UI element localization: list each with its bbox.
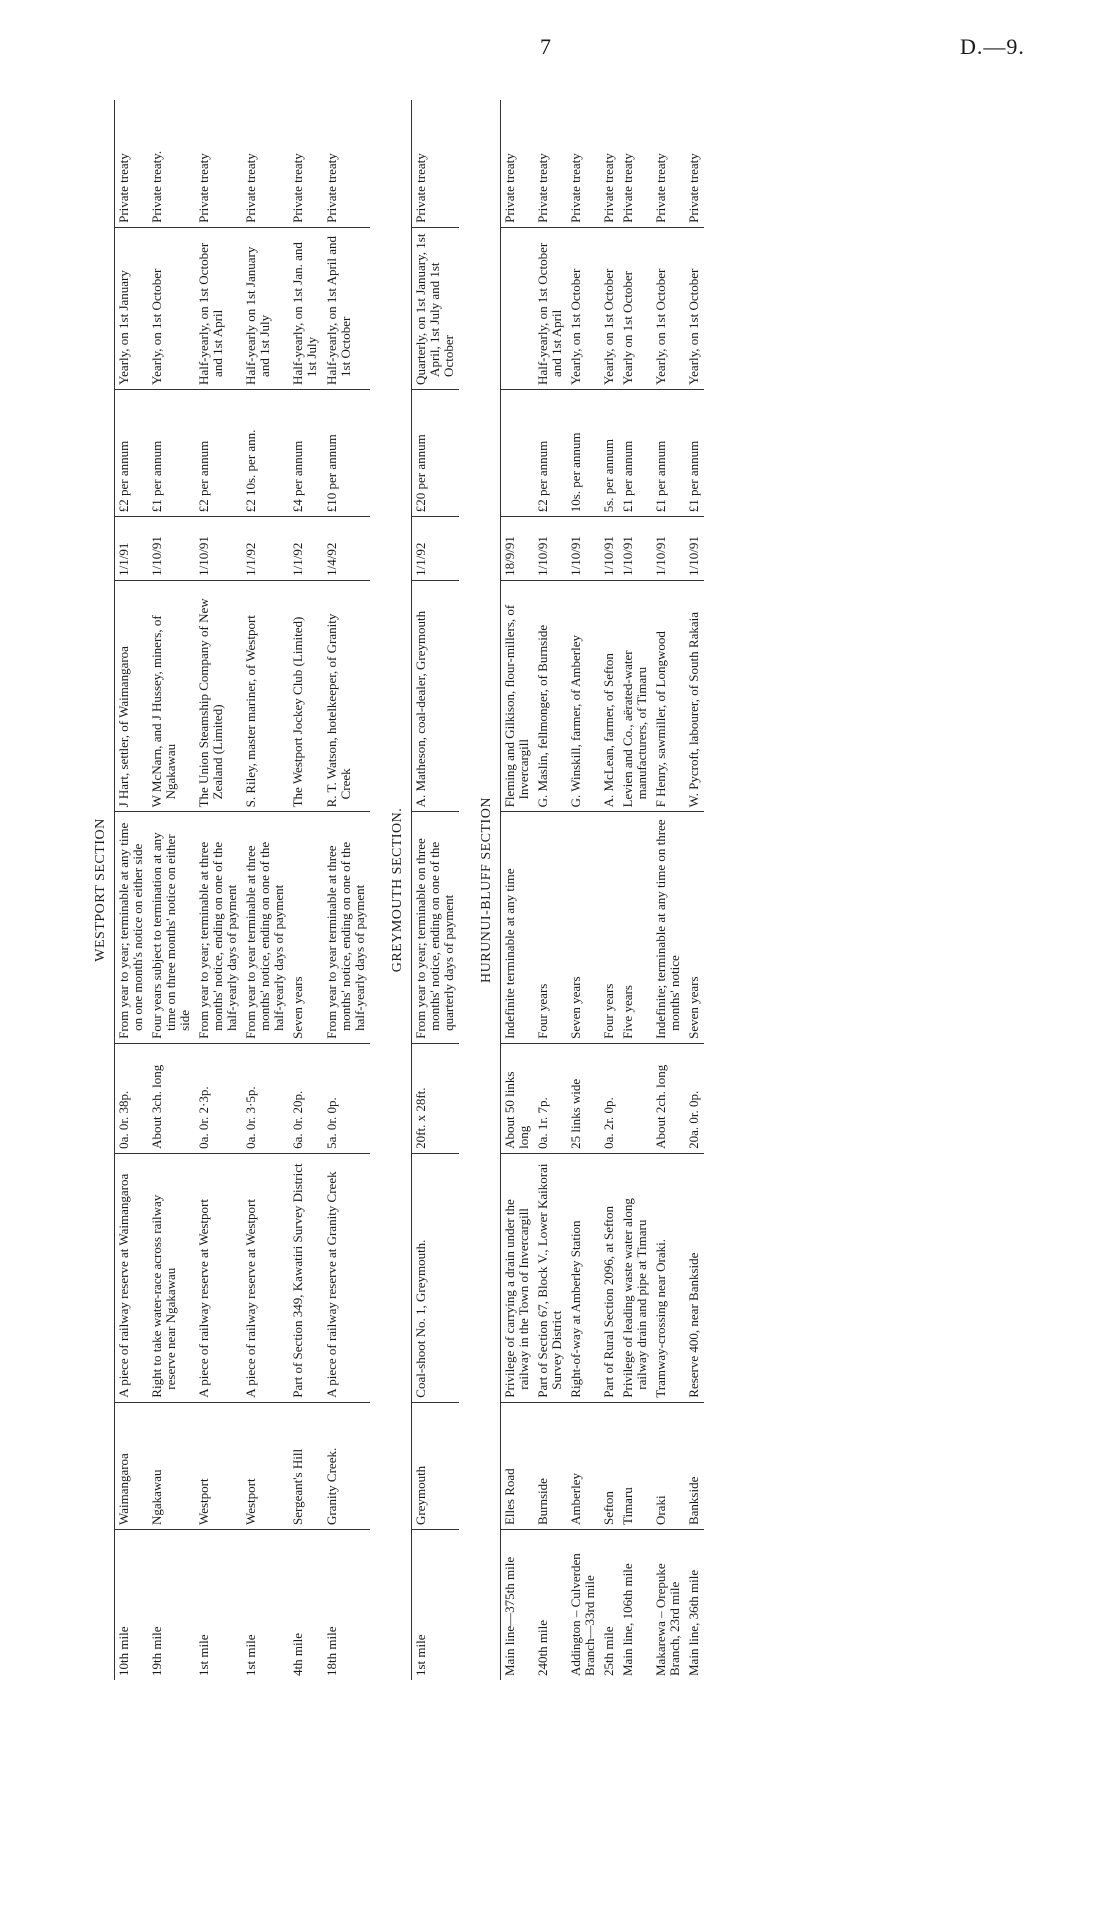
mileage-cell: 19th mile [149,1626,165,1676]
description-cell: Part of Section 349, Kawatiri Survey District [289,1153,322,1402]
area-cell: 0a. 0r. 2·3p. [195,1043,242,1153]
mileage-cell: 1st mile [196,1634,212,1676]
area-cell: 0a. 1r. 7p. [534,1043,567,1153]
area-cell: 0a. 0r. 38p. [115,1043,149,1153]
lessee-cell: G. Winskill, farmer, of Amberley [567,580,600,812]
area-cell: About 50 links long [500,1043,534,1153]
station-cell: Granity Creek. [323,1402,370,1529]
area-cell: 5a. 0r. 0p. [323,1043,370,1153]
mileage-cell: 4th mile [290,1633,306,1676]
station-cell: Sergeant's Hill [289,1402,322,1529]
table-row [323,100,370,1680]
description-cell: Privilege of carrying a drain under the railway in the Town of Invercargill [500,1153,534,1402]
rental-cell: 10s. per annum [567,389,600,516]
area-cell [619,1043,652,1153]
table-row [242,100,289,1680]
rental-cell: £2 per annum [534,389,567,516]
date-cell: 1/10/91 [534,517,567,581]
rental-cell: £20 per annum [411,389,459,516]
term-cell: From year to year terminable at three months' notice, ending on one of the half-yearly days of payment [323,812,370,1044]
section-header-row [85,100,115,1680]
area-cell: 20a. 0r. 0p. [685,1043,704,1153]
area-cell: 0a. 0r. 3·5p. [242,1043,289,1153]
lessee-cell: S. Riley, master mariner, of Westport [242,580,289,812]
rental-cell: £2 10s. per ann. [242,389,289,516]
mileage-cell: 10th mile [115,1530,149,1680]
date-cell: 1/1/92 [411,517,459,581]
term-cell: Indefinite terminable at any time [500,812,534,1044]
payment-cell: Yearly on 1st October [619,227,652,389]
term-cell: From year to year; terminable at any time on one month's notice on either side [115,812,149,1044]
lessee-cell: The Union Steamship Company of New Zealand (Limited) [195,580,242,812]
date-cell: 18/9/91 [500,517,534,581]
table-row [567,100,600,1680]
term-cell: From year to year terminable at three months' notice, ending on one of the half-yearly days of payment [242,812,289,1044]
date-cell: 1/10/91 [619,517,652,581]
description-cell: Part of Rural Section 2096, at Sefton [600,1153,619,1402]
station-cell: Amberley [567,1402,600,1529]
date-cell: 1/10/91 [195,517,242,581]
mode-cell: Private treaty [115,100,149,227]
date-cell: 1/10/91 [148,517,195,581]
payment-cell: Half-yearly, on 1st Jan. and 1st July [289,227,322,389]
date-cell: 1/1/92 [289,517,322,581]
date-cell: 1/4/92 [323,517,370,581]
mode-cell: Private treaty [567,100,600,227]
station-cell: Timaru [619,1402,652,1529]
station-cell: Westport [242,1402,289,1529]
table-row [289,100,322,1680]
mileage-cell: Addington – Culverden Branch—33rd mile [568,1553,598,1676]
mode-cell: Private treaty [534,100,567,227]
description-cell: Tramway-crossing near Oraki. [652,1153,685,1402]
table-row [685,100,704,1680]
station-cell: Oraki [652,1402,685,1529]
page-number: 7 [540,34,551,59]
station-cell: Sefton [600,1402,619,1529]
rental-cell: £1 per annum [619,389,652,516]
area-cell: About 3ch. long [148,1043,195,1153]
description-cell: Reserve 400, near Bankside [685,1153,704,1402]
payment-cell: Yearly, on 1st October [567,227,600,389]
area-cell: About 2ch. long [652,1043,685,1153]
description-cell: Privilege of leading waste water along railway drain and pipe at Timaru [619,1153,652,1402]
mode-cell: Private treaty [411,100,459,227]
lessee-cell: A. McLean, farmer, of Sefton [600,580,619,812]
date-cell: 1/10/91 [567,517,600,581]
term-cell: Seven years [289,812,322,1044]
table-row [652,100,685,1680]
table-row [619,100,652,1680]
section-header-row [459,100,501,1680]
payment-cell: Half-yearly, on 1st October and 1st April [195,227,242,389]
term-cell: Four years [534,812,567,1044]
rental-cell [500,389,534,516]
area-cell: 6a. 0r. 20p. [289,1043,322,1153]
term-cell: From year to year; terminable at three months' notice, ending on one of the half-yearly days of payment [195,812,242,1044]
table-body [85,100,704,1680]
mode-cell: Private treaty [685,100,704,227]
station-cell: Greymouth [411,1402,459,1529]
area-cell: 0a. 2r. 0p. [600,1043,619,1153]
description-cell: Part of Section 67, Block V., Lower Kaikorai Survey District [534,1153,567,1402]
payment-cell: Half-yearly, on 1st October and 1st April [534,227,567,389]
section-title: GREYMOUTH SECTION. [389,807,405,973]
payment-cell: Half-yearly on 1st January and 1st July [242,227,289,389]
mode-cell: Private treaty. [148,100,195,227]
lessee-cell: Levien and Co., aërated-water manufacturers, of Timaru [619,580,652,812]
payment-cell [500,227,534,389]
date-cell: 1/10/91 [600,517,619,581]
lessee-cell: Fleming and Gilkison, flour-millers, of Invercargill [500,580,534,812]
term-cell: Four years [600,812,619,1044]
station-cell: Ngakawau [148,1402,195,1529]
rental-cell: 5s. per annum [600,389,619,516]
mode-cell: Private treaty [195,100,242,227]
term-cell: Seven years [685,812,704,1044]
mode-cell: Private treaty [652,100,685,227]
description-cell: Coal-shoot No. 1, Greymouth. [411,1153,459,1402]
lease-table [85,100,704,1680]
mileage-cell: Main line—375th mile [500,1530,534,1680]
rental-cell: £10 per annum [323,389,370,516]
table-row [115,100,149,1680]
date-cell: 1/10/91 [685,517,704,581]
table-row [195,100,242,1680]
mode-cell: Private treaty [242,100,289,227]
lessee-cell: W. Pycroft, labourer, of South Rakaia [685,580,704,812]
payment-cell: Yearly, on 1st October [652,227,685,389]
area-cell: 25 links wide [567,1043,600,1153]
payment-cell: Yearly, on 1st October [685,227,704,389]
rental-cell: £2 per annum [115,389,149,516]
mode-cell: Private treaty [619,100,652,227]
lessee-cell: A. Matheson, coal-dealer, Greymouth [411,580,459,812]
station-cell: Waimangaroa [115,1402,149,1529]
mode-cell: Private treaty [289,100,322,227]
rental-cell: £2 per annum [195,389,242,516]
mode-cell: Private treaty [500,100,534,227]
lessee-cell: F Henry, sawmiller, of Longwood [652,580,685,812]
lessee-cell: W McNarn, and J Hussey, miners, of Ngakawau [148,580,195,812]
payment-cell: Yearly, on 1st January [115,227,149,389]
date-cell: 1/1/91 [115,517,149,581]
description-cell: A piece of railway reserve at Granity Creek [323,1153,370,1402]
payment-cell: Yearly, on 1st October [600,227,619,389]
term-cell: From year to year; terminable on three months' notice, ending on one of the quarterly days of payment [411,812,459,1044]
mileage-cell: 240th mile [534,1620,550,1676]
lessee-cell: R. T. Watson, hotelkeeper, of Granity Creek [323,580,370,812]
area-cell: 20ft. x 28ft. [411,1043,459,1153]
date-cell: 1/10/91 [652,517,685,581]
mileage-cell: 25th mile [601,1626,617,1676]
section-title: HURUNUI-BLUFF SECTION [478,797,494,983]
rental-cell: £1 per annum [148,389,195,516]
payment-cell: Yearly, on 1st October [148,227,195,389]
date-cell: 1/1/92 [242,517,289,581]
term-cell: Five years [619,812,652,1044]
rotated-table-block [85,100,1045,1680]
mode-cell: Private treaty [600,100,619,227]
table-row [534,100,567,1680]
station-cell: Burnside [534,1402,567,1529]
mileage-cell: Makarewa – Orepuke Branch, 23rd mile [653,1563,683,1676]
lessee-cell: J Hart, settler, of Waimangaroa [115,580,149,812]
mileage-cell: Main line, 36th mile [686,1569,702,1676]
description-cell: A piece of railway reserve at Westport [195,1153,242,1402]
lessee-cell: G. Maslin, fellmonger, of Burnside [534,580,567,812]
payment-cell: Quarterly, on 1st January, 1st April, 1st July and 1st October [411,227,459,389]
mileage-cell: 18th mile [323,1626,339,1676]
rental-cell: £1 per annum [685,389,704,516]
term-cell: Seven years [567,812,600,1044]
description-cell: A piece of railway reserve at Westport [242,1153,289,1402]
table-row [411,100,459,1680]
station-cell: Westport [195,1402,242,1529]
description-cell: Right-of-way at Amberley Station [567,1153,600,1402]
mileage-cell: 1st mile [243,1634,259,1676]
mileage-cell: Main line, 106th mile [620,1563,636,1676]
rental-cell: £1 per annum [652,389,685,516]
payment-cell: Half-yearly, on 1st April and 1st October [323,227,370,389]
lessee-cell: The Westport Jockey Club (Limited) [289,580,322,812]
table-row [600,100,619,1680]
page-reference: D.—9. [960,34,1025,59]
table-row [148,100,195,1680]
station-cell: Elles Road [500,1402,534,1529]
station-cell: Bankside [685,1402,704,1529]
table-row [500,100,534,1680]
section-header-row [370,100,412,1680]
section-title: WESTPORT SECTION [93,818,108,962]
rental-cell: £4 per annum [289,389,322,516]
mode-cell: Private treaty [323,100,370,227]
term-cell: Indefinite; terminable at any time on three months' notice [652,812,685,1044]
description-cell: Right to take water-race across railway reserve near Ngakawau [148,1153,195,1402]
description-cell: A piece of railway reserve at Waimangaroa [115,1153,149,1402]
term-cell: Four years subject to termination at any time on three months' notice on either side [148,812,195,1044]
mileage-cell: 1st mile [411,1530,459,1680]
